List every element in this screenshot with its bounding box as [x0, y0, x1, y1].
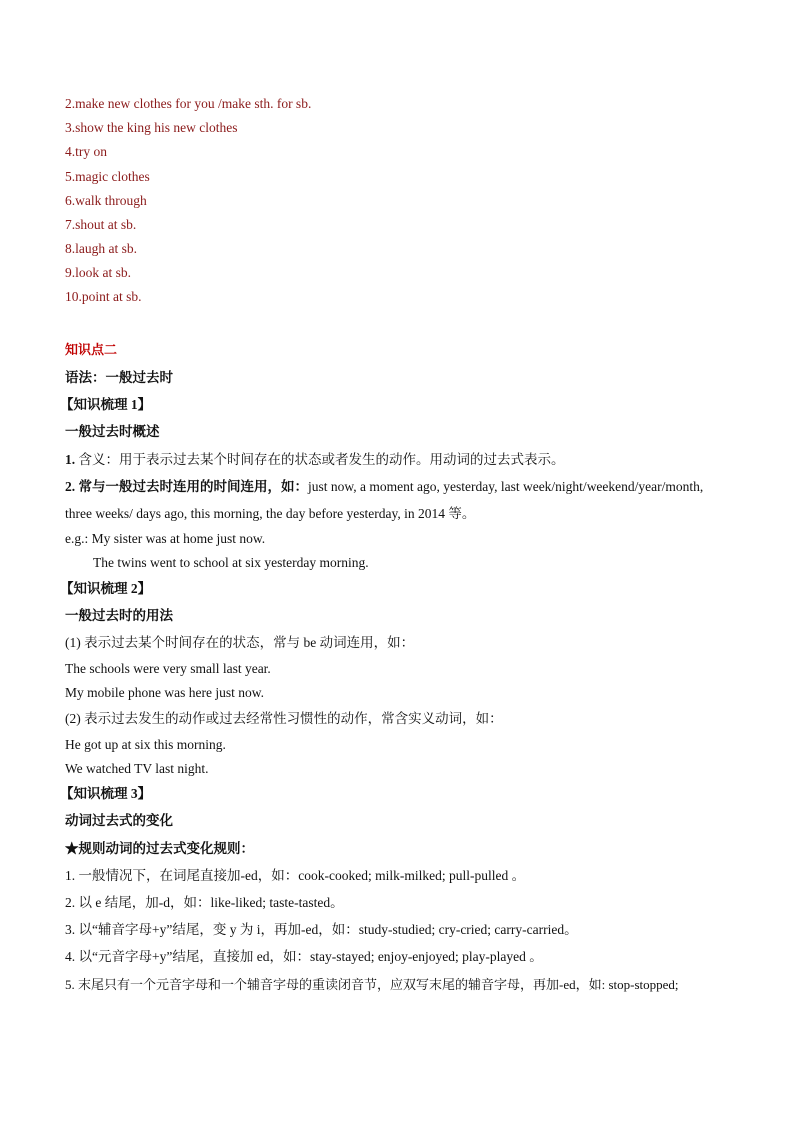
review2-label: 【知识梳理 2】	[60, 581, 152, 596]
time-words: just now, a moment ago, yesterday, last week/night/weekend/year/month,	[308, 479, 704, 494]
usage-2: (2) 表示过去发生的动作或过去经常性习惯性的动作，常含实义动词，如：	[65, 711, 503, 726]
usage-1-example-1: The schools were very small last year.	[65, 661, 271, 676]
phrase-item: 10.point at sb.	[65, 289, 142, 304]
phrase-item: 3.show the king his new clothes	[65, 120, 238, 135]
time-bold-text: 常与一般过去时连用的时间连用，如：	[78, 479, 308, 494]
phrase-item: 2.make new clothes for you /make sth. for sb.	[65, 96, 312, 111]
phrase-item: 9.look at sb.	[65, 265, 131, 280]
rule-item: 1. 一般情况下，在词尾直接加-ed，如：cook-cooked; milk-milked; pull-pulled 。	[65, 868, 526, 883]
rule-item: 2. 以 e 结尾，加-d，如：like-liked; taste-tasted。	[65, 895, 344, 910]
review1-label: 【知识梳理 1】	[60, 397, 152, 412]
phrase-item: 6.walk through	[65, 193, 147, 208]
time-words-continued: three weeks/ days ago, this morning, the day before yesterday, in 2014 等。	[65, 506, 476, 521]
phrase-item: 5.magic clothes	[65, 169, 150, 184]
usage-1: (1) 表示过去某个时间存在的状态，常与 be 动词连用，如：	[65, 635, 415, 650]
review1-heading: 一般过去时概述	[65, 424, 160, 439]
time-words-line	[65, 478, 703, 496]
review3-heading: 动词过去式的变化	[65, 813, 173, 828]
phrase-item: 7.shout at sb.	[65, 217, 137, 232]
time-number: 2.	[65, 479, 76, 494]
example-1: e.g.: My sister was at home just now.	[65, 531, 266, 546]
rule-item: 4. 以“元音字母+y”结尾，直接加 ed，如：stay-stayed; enjoy-enjoyed; play-played 。	[65, 949, 543, 964]
usage-2-example-2: We watched TV last night.	[65, 761, 209, 776]
rule-item: 5. 末尾只有一个元音字母和一个辅音字母的重读闭音节，应双写末尾的辅音字母，再加-ed，如: stop-stopped;	[65, 977, 679, 992]
phrase-item: 4.try on	[65, 144, 107, 159]
section-title: 知识点二	[65, 342, 118, 357]
phrase-item: 8.laugh at sb.	[65, 241, 137, 256]
grammar-title: 语法：一般过去时	[65, 370, 173, 385]
usage-2-example-1: He got up at six this morning.	[65, 737, 226, 752]
review3-label: 【知识梳理 3】	[60, 786, 152, 801]
usage-1-example-2: My mobile phone was here just now.	[65, 685, 264, 700]
review2-heading: 一般过去时的用法	[65, 608, 173, 623]
rule-item: 3. 以“辅音字母+y”结尾，变 y 为 i，再加-ed，如：study-studied; cry-cried; carry-carried。	[65, 922, 578, 937]
definition-text: 含义：用于表示过去某个时间存在的状态或者发生的动作。用动词的过去式表示。	[78, 452, 565, 467]
rule-title: ★规则动词的过去式变化规则：	[65, 841, 254, 856]
definition-line	[65, 451, 565, 469]
example-2: The twins went to school at six yesterday morning.	[93, 555, 369, 570]
definition-number: 1.	[65, 452, 76, 467]
